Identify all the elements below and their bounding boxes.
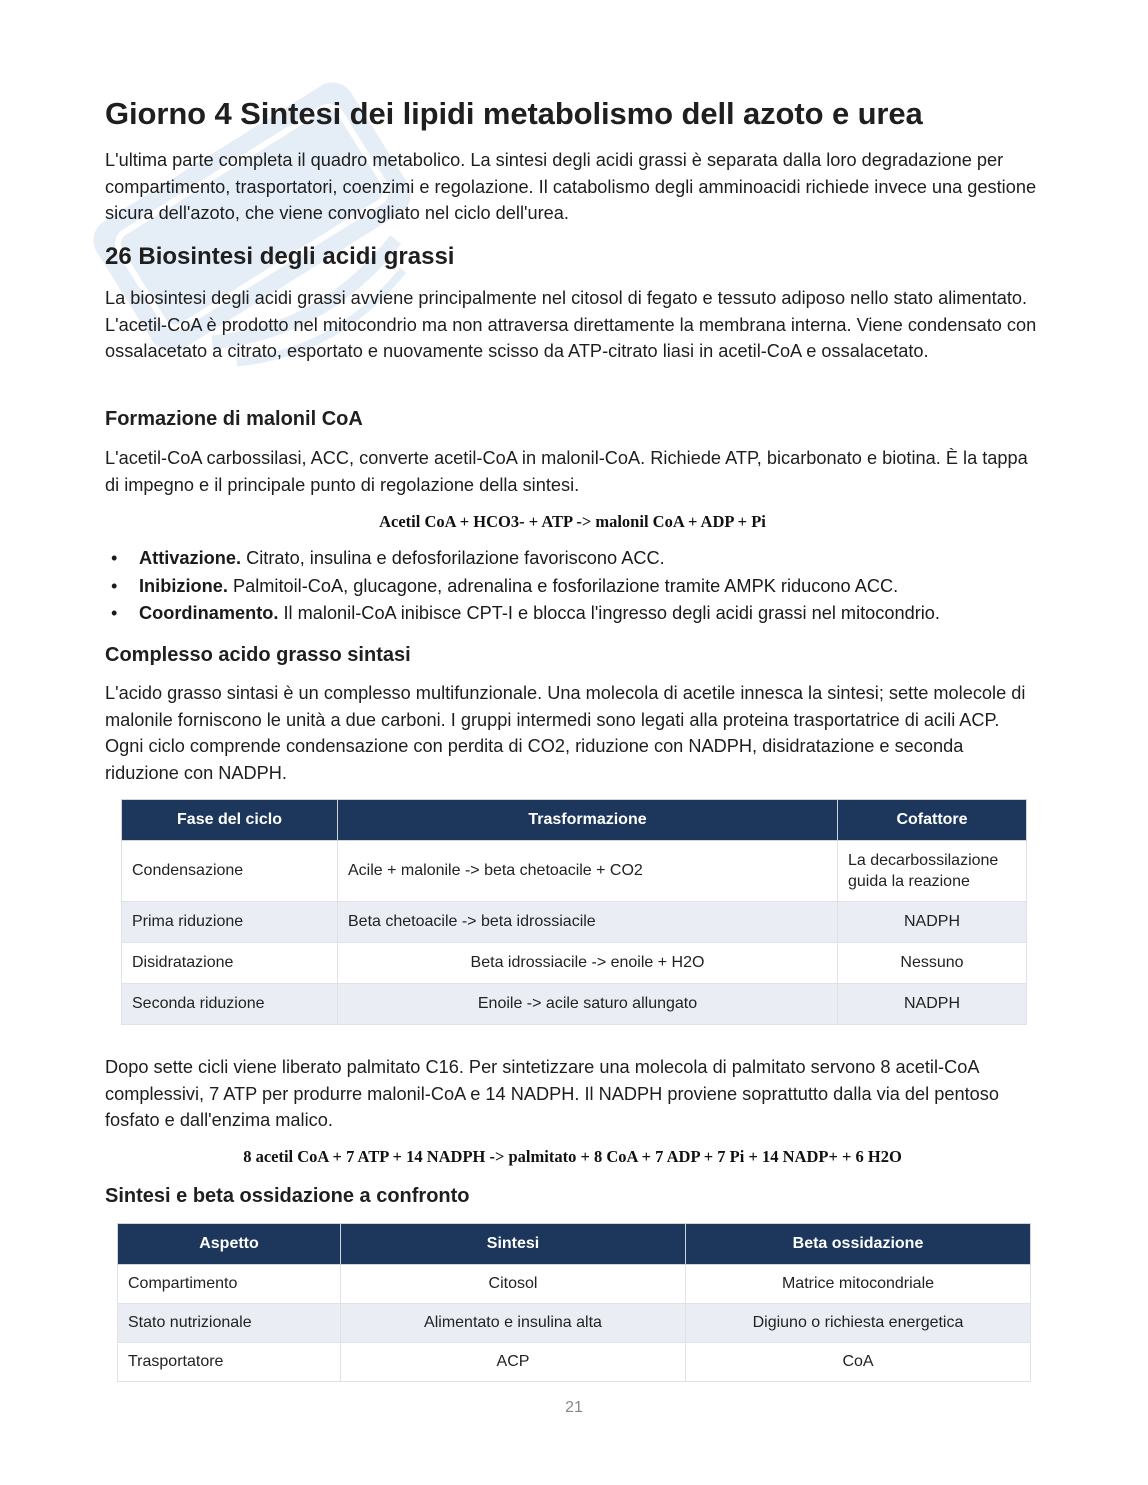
table-cell: Condensazione [122, 841, 338, 902]
list-item-label: Inibizione. [139, 575, 228, 596]
table-cell: Alimentato e insulina alta [341, 1304, 686, 1343]
watermark-logo [40, 20, 480, 440]
table-row [118, 1265, 1031, 1304]
palmitato-equation: 8 acetil CoA + 7 ATP + 14 NADPH -> palmitato + 8 CoA + 7 ADP + 7 Pi + 14 NADP+ + 6 H2O [243, 1147, 902, 1166]
bullet-icon: • [111, 603, 118, 623]
page-number: 21 [565, 1399, 583, 1416]
table-cell: Prima riduzione [122, 902, 338, 943]
section-26-heading: 26 Biosintesi degli acidi grassi [105, 243, 455, 270]
table-header-row [118, 1224, 1031, 1265]
palmitato-paragraph: Dopo sette cicli viene liberato palmitato C16. Per sintetizzare una molecola di palmitato servono 8 acetil-CoA complessivi, 7 ATP per produrre malonil-CoA e 14 NADPH. Il NADPH proviene soprattutto dalla via del pentoso fosfato e dall'enzima malico. [105, 1057, 999, 1130]
table-header-row [122, 800, 1027, 841]
page-title: Giorno 4 Sintesi dei lipidi metabolismo dell azoto e urea [105, 96, 923, 131]
table-cell: Digiuno o richiesta energetica [686, 1304, 1031, 1343]
comparison-table [117, 1223, 1031, 1382]
list-item-text: Palmitoil-CoA, glucagone, adrenalina e fosforilazione tramite AMPK riducono ACC. [227, 575, 899, 596]
table-cell: Trasportatore [118, 1343, 341, 1382]
complesso-heading: Complesso acido grasso sintasi [105, 644, 411, 666]
list-item-label: Attivazione. [139, 548, 242, 568]
list-item [105, 545, 1040, 573]
bullet-icon: • [111, 548, 118, 568]
table-header-cell: Trasformazione [338, 800, 838, 841]
table-header-cell: Fase del ciclo [122, 800, 338, 841]
table-header-cell: Aspetto [118, 1224, 341, 1265]
fatty-acid-cycle-table [121, 799, 1027, 1025]
table-header-cell: Cofattore [838, 800, 1027, 841]
table-cell: Citosol [341, 1265, 686, 1304]
table-row [118, 1304, 1031, 1343]
intro-paragraph: L'ultima parte completa il quadro metabolico. La sintesi degli acidi grassi è separata dalla loro degradazione per compartimento, trasportatori, coenzimi e regolazione. Il catabolismo degli amminoacidi richiede invece una gestione sicura dell'azoto, che viene convogliato nel ciclo dell'urea. [105, 150, 1037, 223]
malonil-equation: Acetil CoA + HCO3- + ATP -> malonil CoA + ADP + Pi [379, 512, 766, 531]
table-cell: Beta idrossiacile -> enoile + H2O [338, 943, 838, 984]
table-cell: NADPH [838, 984, 1027, 1025]
list-item-text: Citrato, insulina e defosforilazione favoriscono ACC. [241, 548, 665, 568]
table-cell: NADPH [838, 902, 1027, 943]
table-cell: Disidratazione [122, 943, 338, 984]
bullet-icon: • [111, 575, 118, 596]
list-item-text: Il malonil-CoA inibisce CPT-I e blocca l'ingresso degli acidi grassi nel mitocondrio. [278, 603, 940, 623]
table-cell: Seconda riduzione [122, 984, 338, 1025]
table-cell: Nessuno [838, 943, 1027, 984]
section-26-paragraph: La biosintesi degli acidi grassi avviene principalmente nel citosol di fegato e tessuto adiposo nello stato alimentato. L'acetil-CoA è prodotto nel mitocondrio ma non attraversa direttamente la membrana interna. Viene condensato con ossalacetato a citrato, esportato e nuovamente scisso da ATP-citrato liasi in acetil-CoA e ossalacetato. [105, 288, 1037, 361]
list-item [105, 600, 1040, 628]
list-item-label: Coordinamento. [139, 603, 279, 623]
list-item [105, 573, 1040, 601]
confronto-heading: Sintesi e beta ossidazione a confronto [105, 1185, 470, 1207]
table-cell: Compartimento [118, 1265, 341, 1304]
table-cell: La decarbossilazione guida la reazione [838, 841, 1027, 902]
table-header-cell: Beta ossidazione [686, 1224, 1031, 1265]
malonil-paragraph: L'acetil-CoA carbossilasi, ACC, converte acetil-CoA in malonil-CoA. Richiede ATP, bicarbonato e biotina. È la tappa di impegno e il principale punto di regolazione della sintesi. [105, 448, 1028, 495]
regulation-list [105, 545, 1040, 628]
table-cell: Acile + malonile -> beta chetoacile + CO2 [338, 841, 838, 902]
table-row [122, 841, 1027, 902]
table-row [122, 984, 1027, 1025]
table-header-cell: Sintesi [341, 1224, 686, 1265]
table-cell: Stato nutrizionale [118, 1304, 341, 1343]
table-row [118, 1343, 1031, 1382]
malonil-heading: Formazione di malonil CoA [105, 408, 363, 430]
table-cell: CoA [686, 1343, 1031, 1382]
table-cell: Beta chetoacile -> beta idrossiacile [338, 902, 838, 943]
table-cell: Enoile -> acile saturo allungato [338, 984, 838, 1025]
table-row [122, 902, 1027, 943]
table-row [122, 943, 1027, 984]
complesso-paragraph: L'acido grasso sintasi è un complesso multifunzionale. Una molecola di acetile innesca la sintesi; sette molecole di malonile forniscono le unità a due carboni. I gruppi intermedi sono legati alla proteina trasportatrice di acili ACP. Ogni ciclo comprende condensazione con perdita di CO2, riduzione con NADPH, disidratazione e seconda riduzione con NADPH. [105, 683, 1026, 783]
table-cell: ACP [341, 1343, 686, 1382]
table-cell: Matrice mitocondriale [686, 1265, 1031, 1304]
